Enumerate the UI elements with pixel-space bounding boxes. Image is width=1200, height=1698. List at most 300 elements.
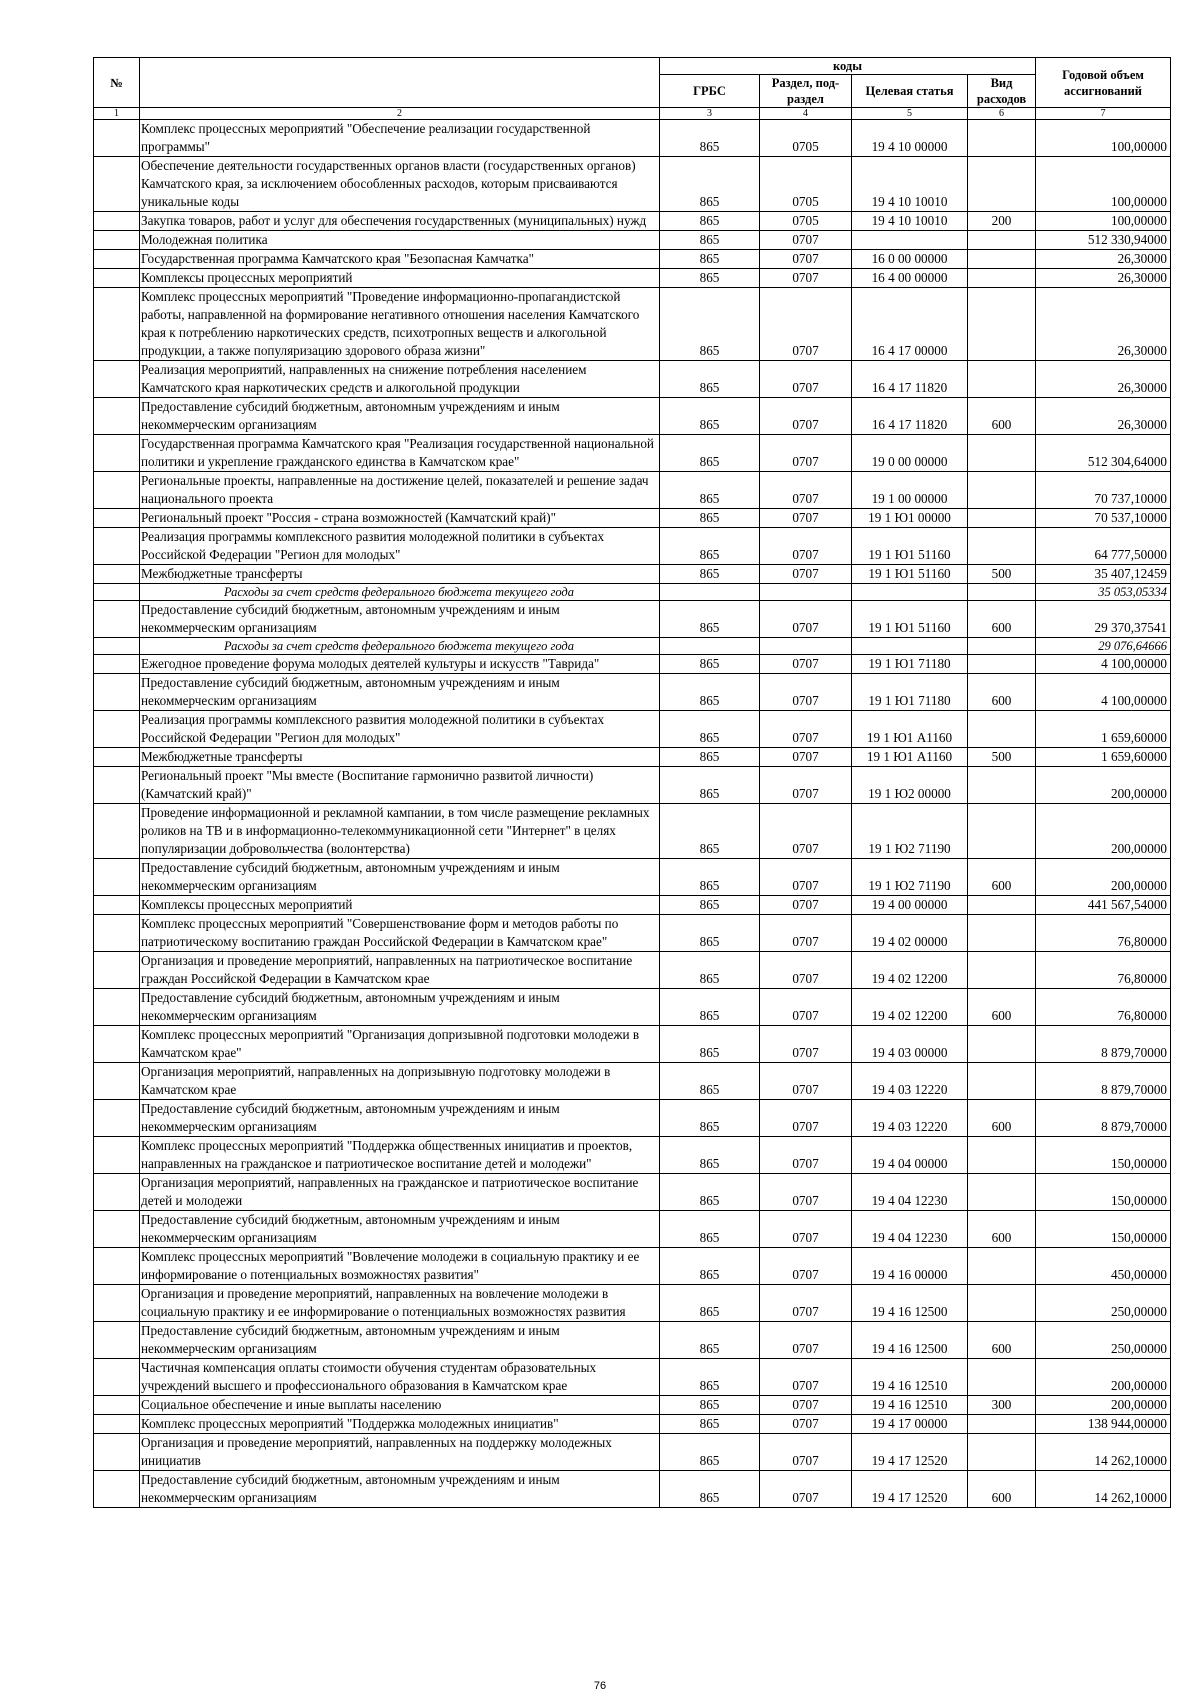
table-subrow: [94, 584, 1171, 601]
row-grbs: 865: [660, 601, 760, 638]
row-number: [94, 361, 140, 398]
row-grbs: 865: [660, 269, 760, 288]
row-vid: [968, 655, 1036, 674]
row-number: [94, 435, 140, 472]
row-name: Предоставление субсидий бюджетным, автономным учреждениям и иным некоммерческим организациям: [140, 601, 660, 638]
row-grbs: 865: [660, 1026, 760, 1063]
row-section: 0705: [760, 157, 852, 212]
table-row: [94, 361, 1171, 398]
row-target: [852, 584, 968, 601]
row-target: 19 4 03 12220: [852, 1100, 968, 1137]
row-number: [94, 896, 140, 915]
row-section: 0707: [760, 1434, 852, 1471]
row-section: 0707: [760, 767, 852, 804]
row-vid: 300: [968, 1396, 1036, 1415]
table-row: [94, 989, 1171, 1026]
row-name: Региональные проекты, направленные на достижение целей, показателей и решение задач национального проекта: [140, 472, 660, 509]
row-grbs: [660, 584, 760, 601]
row-target: 19 1 Ю1 71180: [852, 655, 968, 674]
row-amount: 1 659,60000: [1036, 748, 1171, 767]
row-section: 0707: [760, 1415, 852, 1434]
row-amount: 35 407,12459: [1036, 565, 1171, 584]
row-name: Обеспечение деятельности государственных органов власти (государственных органов) Камчатского края, за исключением обособленных расходов, которым присваиваются уникальные коды: [140, 157, 660, 212]
row-section: 0707: [760, 1211, 852, 1248]
row-section: 0705: [760, 120, 852, 157]
row-target: 19 4 03 12220: [852, 1063, 968, 1100]
row-vid: 600: [968, 989, 1036, 1026]
row-section: 0707: [760, 1396, 852, 1415]
row-vid: 600: [968, 674, 1036, 711]
row-amount: 200,00000: [1036, 859, 1171, 896]
row-number: [94, 601, 140, 638]
table-row: [94, 748, 1171, 767]
table-row: [94, 915, 1171, 952]
row-number: [94, 157, 140, 212]
row-section: 0707: [760, 915, 852, 952]
row-grbs: 865: [660, 250, 760, 269]
row-section: 0707: [760, 711, 852, 748]
row-name: Социальное обеспечение и иные выплаты населению: [140, 1396, 660, 1415]
row-section: 0707: [760, 1026, 852, 1063]
row-target: 19 4 16 00000: [852, 1248, 968, 1285]
row-vid: 600: [968, 601, 1036, 638]
row-name: Предоставление субсидий бюджетным, автономным учреждениям и иным некоммерческим организациям: [140, 1100, 660, 1137]
table-row: [94, 859, 1171, 896]
row-vid: [968, 1174, 1036, 1211]
row-name: Реализация мероприятий, направленных на снижение потребления населением Камчатского края наркотических средств и алкогольной продукции: [140, 361, 660, 398]
row-vid: [968, 915, 1036, 952]
table-row: [94, 528, 1171, 565]
row-vid: [968, 528, 1036, 565]
row-name: Комплекс процессных мероприятий "Поддержка молодежных инициатив": [140, 1415, 660, 1434]
row-grbs: 865: [660, 157, 760, 212]
row-amount: 150,00000: [1036, 1174, 1171, 1211]
row-target: 16 4 17 11820: [852, 398, 968, 435]
row-name: Закупка товаров, работ и услуг для обеспечения государственных (муниципальных) нужд: [140, 212, 660, 231]
row-number: [94, 1285, 140, 1322]
row-section: 0707: [760, 509, 852, 528]
table-row: [94, 157, 1171, 212]
row-amount: 14 262,10000: [1036, 1471, 1171, 1508]
row-grbs: 865: [660, 1359, 760, 1396]
column-number: 5: [852, 108, 968, 120]
row-name: Комплекс процессных мероприятий "Совершенствование форм и методов работы по патриотическому воспитанию граждан Российской Федерации в Камчатском крае": [140, 915, 660, 952]
row-name: Региональный проект "Россия - страна возможностей (Камчатский край)": [140, 509, 660, 528]
row-vid: [968, 584, 1036, 601]
row-number: [94, 1137, 140, 1174]
table-subrow: [94, 638, 1171, 655]
row-amount: 8 879,70000: [1036, 1026, 1171, 1063]
row-vid: 200: [968, 212, 1036, 231]
header-codes: коды: [660, 58, 1036, 75]
row-grbs: 865: [660, 1434, 760, 1471]
column-number: 2: [140, 108, 660, 120]
row-section: 0707: [760, 1285, 852, 1322]
row-section: 0707: [760, 952, 852, 989]
row-name: Комплекс процессных мероприятий "Поддержка общественных инициатив и проектов, направленных на гражданское и патриотическое воспитание детей и молодежи": [140, 1137, 660, 1174]
row-number: [94, 288, 140, 361]
row-name: Предоставление субсидий бюджетным, автономным учреждениям и иным некоммерческим организациям: [140, 1322, 660, 1359]
row-target: 16 4 00 00000: [852, 269, 968, 288]
row-grbs: 865: [660, 565, 760, 584]
row-target: 16 4 17 11820: [852, 361, 968, 398]
row-section: 0707: [760, 1359, 852, 1396]
row-target: 19 0 00 00000: [852, 435, 968, 472]
row-grbs: 865: [660, 1322, 760, 1359]
row-amount: 150,00000: [1036, 1211, 1171, 1248]
table-row: [94, 1415, 1171, 1434]
row-name: Государственная программа Камчатского края "Безопасная Камчатка": [140, 250, 660, 269]
row-grbs: 865: [660, 767, 760, 804]
table-row: [94, 120, 1171, 157]
page-number: 76: [593, 1680, 607, 1692]
table-row: [94, 435, 1171, 472]
row-target: 19 4 04 12230: [852, 1211, 968, 1248]
row-name: Комплекс процессных мероприятий "Вовлечение молодежи в социальную практику и ее информирование о потенциальных возможностях развития": [140, 1248, 660, 1285]
row-name: Комплекс процессных мероприятий "Организация допризывной подготовки молодежи в Камчатском крае": [140, 1026, 660, 1063]
row-target: 19 1 Ю1 51160: [852, 565, 968, 584]
row-section: 0707: [760, 1322, 852, 1359]
row-number: [94, 655, 140, 674]
row-grbs: 865: [660, 989, 760, 1026]
row-vid: [968, 1026, 1036, 1063]
row-grbs: 865: [660, 1248, 760, 1285]
row-number: [94, 1026, 140, 1063]
row-name: Межбюджетные трансферты: [140, 748, 660, 767]
row-vid: [968, 1359, 1036, 1396]
row-vid: [968, 157, 1036, 212]
row-number: [94, 472, 140, 509]
row-amount: 29 370,37541: [1036, 601, 1171, 638]
row-number: [94, 1174, 140, 1211]
row-vid: 600: [968, 1322, 1036, 1359]
table-row: [94, 1063, 1171, 1100]
table-row: [94, 674, 1171, 711]
table-row: [94, 1137, 1171, 1174]
row-name: Региональный проект "Мы вместе (Воспитание гармонично развитой личности) (Камчатский край)": [140, 767, 660, 804]
table-row: [94, 896, 1171, 915]
row-target: 19 4 16 12500: [852, 1285, 968, 1322]
table-row: [94, 804, 1171, 859]
row-vid: 600: [968, 1100, 1036, 1137]
row-amount: 35 053,05334: [1036, 584, 1171, 601]
row-vid: [968, 472, 1036, 509]
row-vid: [968, 952, 1036, 989]
row-number: [94, 1211, 140, 1248]
row-grbs: 865: [660, 711, 760, 748]
row-target: 19 4 10 10010: [852, 212, 968, 231]
row-target: 19 4 02 12200: [852, 952, 968, 989]
row-section: 0705: [760, 212, 852, 231]
table-row: [94, 1396, 1171, 1415]
row-grbs: 865: [660, 231, 760, 250]
row-section: 0707: [760, 655, 852, 674]
row-grbs: 865: [660, 1415, 760, 1434]
row-name: Государственная программа Камчатского края "Реализация государственной национальной политики и укрепление гражданского единства в Камчатском крае": [140, 435, 660, 472]
header-grbs: ГРБС: [660, 75, 760, 108]
row-number: [94, 859, 140, 896]
row-section: 0707: [760, 565, 852, 584]
row-target: 16 4 17 00000: [852, 288, 968, 361]
row-name: Комплекс процессных мероприятий "Обеспечение реализации государственной программы": [140, 120, 660, 157]
row-name: Предоставление субсидий бюджетным, автономным учреждениям и иным некоммерческим организациям: [140, 1471, 660, 1508]
table-row: [94, 767, 1171, 804]
row-amount: 8 879,70000: [1036, 1063, 1171, 1100]
row-target: 19 4 17 12520: [852, 1471, 968, 1508]
row-section: 0707: [760, 601, 852, 638]
row-vid: [968, 509, 1036, 528]
row-number: [94, 804, 140, 859]
row-target: 19 4 00 00000: [852, 896, 968, 915]
row-target: 19 1 Ю2 00000: [852, 767, 968, 804]
row-amount: 150,00000: [1036, 1137, 1171, 1174]
row-amount: 200,00000: [1036, 767, 1171, 804]
row-vid: [968, 361, 1036, 398]
row-vid: [968, 1137, 1036, 1174]
row-target: 19 1 00 00000: [852, 472, 968, 509]
row-amount: 76,80000: [1036, 915, 1171, 952]
row-grbs: 865: [660, 1100, 760, 1137]
row-name: Предоставление субсидий бюджетным, автономным учреждениям и иным некоммерческим организациям: [140, 859, 660, 896]
row-name: Реализация программы комплексного развития молодежной политики в субъектах Российской Федерации "Регион для молодых": [140, 711, 660, 748]
row-target: 19 4 17 00000: [852, 1415, 968, 1434]
row-target: 19 1 Ю1 А1160: [852, 711, 968, 748]
table-row: [94, 1359, 1171, 1396]
row-grbs: 865: [660, 288, 760, 361]
row-amount: 76,80000: [1036, 989, 1171, 1026]
row-grbs: 865: [660, 1285, 760, 1322]
row-vid: 500: [968, 748, 1036, 767]
row-target: 19 1 Ю2 71190: [852, 804, 968, 859]
row-vid: [968, 288, 1036, 361]
row-vid: [968, 1415, 1036, 1434]
row-target: 19 1 Ю1 71180: [852, 674, 968, 711]
table-row: [94, 1248, 1171, 1285]
table-row: [94, 1211, 1171, 1248]
row-section: [760, 584, 852, 601]
row-amount: 512 330,94000: [1036, 231, 1171, 250]
row-amount: 26,30000: [1036, 250, 1171, 269]
row-name: Организация и проведение мероприятий, направленных на вовлечение молодежи в социальную практику и ее информирование о потенциальных возможностях развития: [140, 1285, 660, 1322]
row-target: [852, 231, 968, 250]
row-target: 19 1 Ю1 51160: [852, 601, 968, 638]
row-target: [852, 638, 968, 655]
table-row: [94, 1434, 1171, 1471]
table-row: [94, 1322, 1171, 1359]
row-amount: 200,00000: [1036, 1396, 1171, 1415]
row-name: Частичная компенсация оплаты стоимости обучения студентам образовательных учреждений высшего и профессионального образования в Камчатском крае: [140, 1359, 660, 1396]
row-number: [94, 509, 140, 528]
table-row: [94, 472, 1171, 509]
row-amount: 100,00000: [1036, 120, 1171, 157]
table-row: [94, 231, 1171, 250]
row-section: 0707: [760, 989, 852, 1026]
table-row: [94, 1026, 1171, 1063]
row-grbs: 865: [660, 509, 760, 528]
row-number: [94, 915, 140, 952]
header-target: Целевая статья: [852, 75, 968, 108]
row-number: [94, 989, 140, 1026]
row-section: 0707: [760, 288, 852, 361]
table-row: [94, 711, 1171, 748]
row-number: [94, 952, 140, 989]
row-section: 0707: [760, 528, 852, 565]
row-number: [94, 269, 140, 288]
row-number: [94, 1396, 140, 1415]
table-row: [94, 565, 1171, 584]
row-number: [94, 1471, 140, 1508]
row-name: Молодежная политика: [140, 231, 660, 250]
row-vid: 600: [968, 859, 1036, 896]
row-section: 0707: [760, 1137, 852, 1174]
row-vid: [968, 269, 1036, 288]
row-grbs: 865: [660, 528, 760, 565]
row-grbs: 865: [660, 915, 760, 952]
header-volume: Годовой объем ассигнований: [1036, 58, 1171, 108]
row-number: [94, 120, 140, 157]
row-amount: 200,00000: [1036, 1359, 1171, 1396]
row-grbs: 865: [660, 1174, 760, 1211]
row-target: 19 4 04 00000: [852, 1137, 968, 1174]
row-section: 0707: [760, 231, 852, 250]
table-row: [94, 952, 1171, 989]
row-grbs: 865: [660, 952, 760, 989]
table-row: [94, 655, 1171, 674]
row-amount: 4 100,00000: [1036, 674, 1171, 711]
row-amount: 138 944,00000: [1036, 1415, 1171, 1434]
column-number: 3: [660, 108, 760, 120]
row-vid: 600: [968, 398, 1036, 435]
row-section: 0707: [760, 896, 852, 915]
row-vid: [968, 1248, 1036, 1285]
row-number: [94, 231, 140, 250]
row-number: [94, 711, 140, 748]
table-row: [94, 212, 1171, 231]
row-number: [94, 528, 140, 565]
row-target: 19 4 16 12500: [852, 1322, 968, 1359]
table-row: [94, 1100, 1171, 1137]
row-section: 0707: [760, 250, 852, 269]
row-name: Комплексы процессных мероприятий: [140, 269, 660, 288]
row-target: 19 4 04 12230: [852, 1174, 968, 1211]
row-vid: [968, 120, 1036, 157]
row-grbs: 865: [660, 804, 760, 859]
row-name: Комплексы процессных мероприятий: [140, 896, 660, 915]
row-number: [94, 638, 140, 655]
row-target: 16 0 00 00000: [852, 250, 968, 269]
row-section: 0707: [760, 1174, 852, 1211]
row-grbs: 865: [660, 120, 760, 157]
row-amount: 14 262,10000: [1036, 1434, 1171, 1471]
budget-table: [93, 57, 1171, 1508]
row-vid: 600: [968, 1471, 1036, 1508]
row-name: Организация и проведение мероприятий, направленных на патриотическое воспитание граждан Российской Федерации в Камчатском крае: [140, 952, 660, 989]
row-target: 19 4 16 12510: [852, 1359, 968, 1396]
row-name: Организация мероприятий, направленных на гражданское и патриотическое воспитание детей и молодежи: [140, 1174, 660, 1211]
row-grbs: 865: [660, 1063, 760, 1100]
row-number: [94, 250, 140, 269]
row-target: 19 4 17 12520: [852, 1434, 968, 1471]
row-section: 0707: [760, 472, 852, 509]
row-target: 19 1 Ю2 71190: [852, 859, 968, 896]
row-number: [94, 674, 140, 711]
table-row: [94, 250, 1171, 269]
column-number: 1: [94, 108, 140, 120]
row-number: [94, 1359, 140, 1396]
table-row: [94, 269, 1171, 288]
row-name: Проведение информационной и рекламной кампании, в том числе размещение рекламных роликов на ТВ и в информационно-телекоммуникационной сети "Интернет" в целях популяризации добровольчества (волонтерства): [140, 804, 660, 859]
row-name: Организация мероприятий, направленных на допризывную подготовку молодежи в Камчатском крае: [140, 1063, 660, 1100]
table-body: [94, 120, 1171, 1508]
row-amount: 26,30000: [1036, 361, 1171, 398]
row-grbs: 865: [660, 398, 760, 435]
row-number: [94, 1415, 140, 1434]
row-amount: 76,80000: [1036, 952, 1171, 989]
row-grbs: 865: [660, 674, 760, 711]
row-amount: 4 100,00000: [1036, 655, 1171, 674]
row-section: 0707: [760, 269, 852, 288]
row-vid: [968, 711, 1036, 748]
row-amount: 29 076,64666: [1036, 638, 1171, 655]
row-number: [94, 1248, 140, 1285]
row-vid: [968, 1285, 1036, 1322]
row-amount: 26,30000: [1036, 269, 1171, 288]
row-target: 19 4 02 12200: [852, 989, 968, 1026]
row-amount: 26,30000: [1036, 398, 1171, 435]
column-numbers-row: [94, 108, 1171, 120]
row-vid: [968, 435, 1036, 472]
row-number: [94, 748, 140, 767]
row-name: Межбюджетные трансферты: [140, 565, 660, 584]
row-vid: [968, 250, 1036, 269]
row-number: [94, 1063, 140, 1100]
row-amount: 441 567,54000: [1036, 896, 1171, 915]
row-grbs: 865: [660, 435, 760, 472]
row-name: Расходы за счет средств федерального бюджета текущего года: [140, 584, 660, 601]
row-target: 19 4 10 00000: [852, 120, 968, 157]
row-number: [94, 767, 140, 804]
row-target: 19 4 03 00000: [852, 1026, 968, 1063]
row-vid: [968, 231, 1036, 250]
header-num: №: [94, 58, 140, 108]
header-section: Раздел, под-раздел: [760, 75, 852, 108]
row-name: Предоставление субсидий бюджетным, автономным учреждениям и иным некоммерческим организациям: [140, 398, 660, 435]
row-grbs: 865: [660, 212, 760, 231]
table-row: [94, 1285, 1171, 1322]
row-grbs: 865: [660, 655, 760, 674]
table-row: [94, 1471, 1171, 1508]
row-vid: [968, 896, 1036, 915]
row-amount: 100,00000: [1036, 157, 1171, 212]
row-number: [94, 1434, 140, 1471]
row-target: 19 1 Ю1 А1160: [852, 748, 968, 767]
row-section: 0707: [760, 1471, 852, 1508]
row-section: 0707: [760, 748, 852, 767]
row-target: 19 1 Ю1 00000: [852, 509, 968, 528]
row-section: 0707: [760, 1248, 852, 1285]
row-number: [94, 212, 140, 231]
row-number: [94, 584, 140, 601]
row-section: 0707: [760, 1100, 852, 1137]
row-grbs: 865: [660, 1137, 760, 1174]
row-name: Предоставление субсидий бюджетным, автономным учреждениям и иным некоммерческим организациям: [140, 989, 660, 1026]
row-grbs: 865: [660, 361, 760, 398]
row-vid: [968, 1063, 1036, 1100]
row-number: [94, 1100, 140, 1137]
table-row: [94, 601, 1171, 638]
row-number: [94, 398, 140, 435]
header-name: [140, 58, 660, 108]
